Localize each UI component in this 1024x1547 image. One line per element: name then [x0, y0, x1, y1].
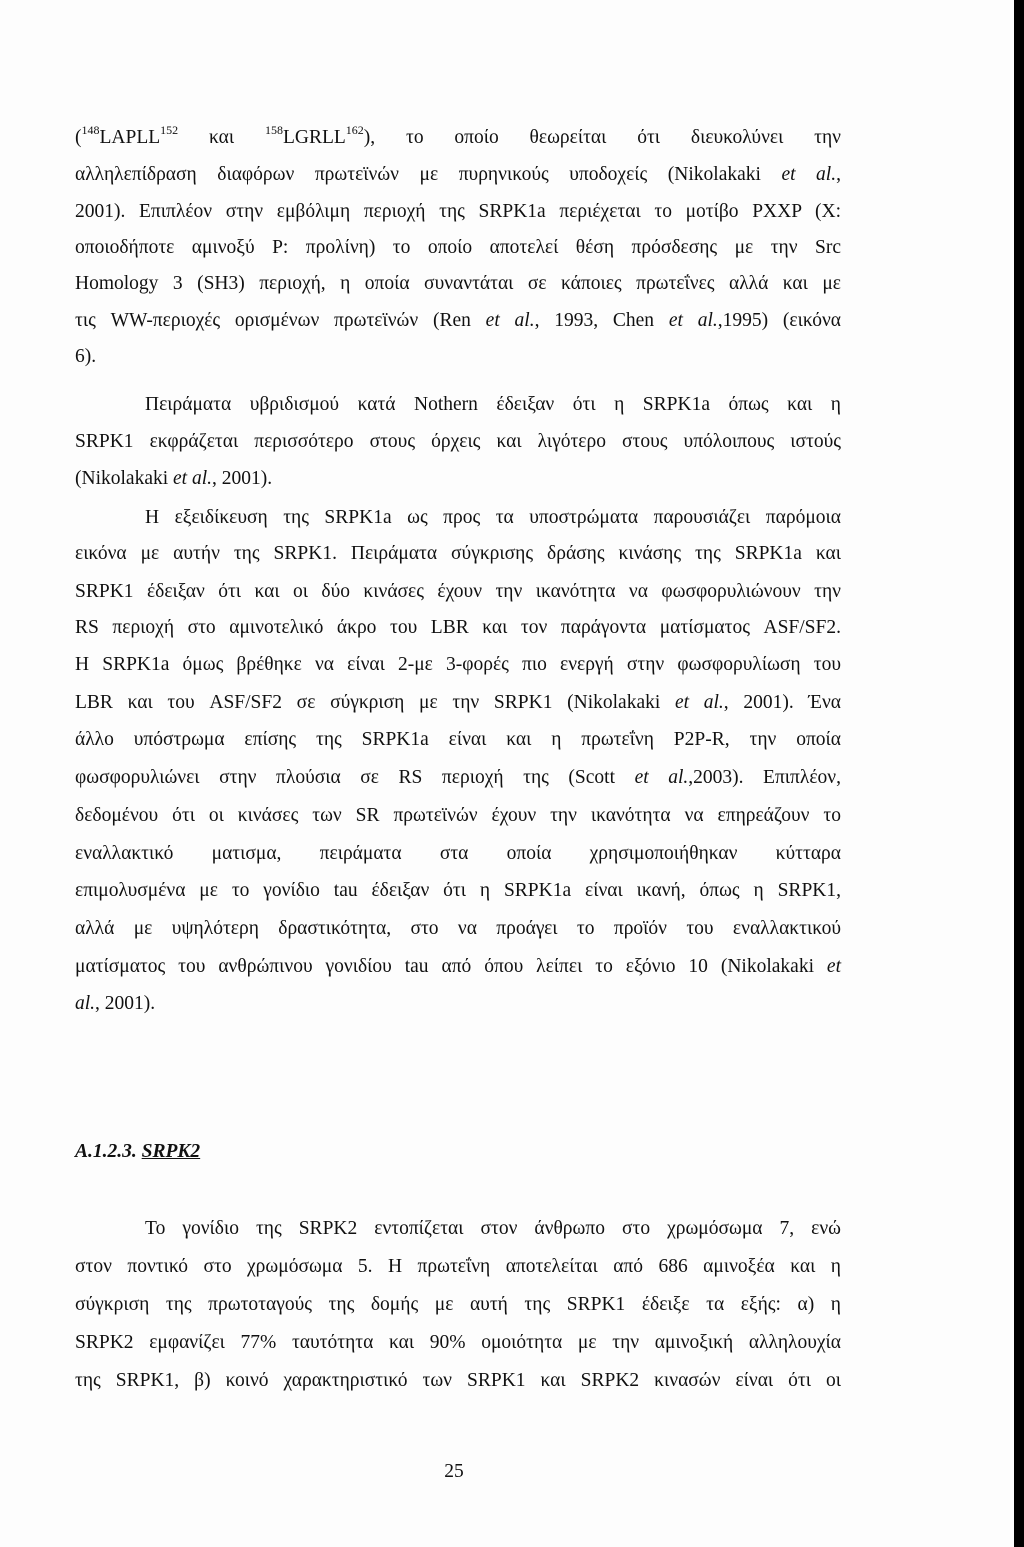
text-line: εικόνα με αυτήν της SRPK1. Πειράματα σύγκρισης δράσης κινάσης της SRPK1a και [75, 543, 841, 564]
text-line: (Nikolakaki et al., 2001). [75, 468, 273, 489]
text-line: Η εξειδίκευση της SRPK1a ως προς τα υποστρώματα παρουσιάζει παρόμοια [145, 507, 841, 528]
page-number: 25 [444, 1461, 464, 1482]
text-line: άλλο υπόστρωμα επίσης της SRPK1a είναι και η πρωτεΐνη P2P-R, την οποία [75, 729, 841, 750]
section-title: SRPK2 [141, 1141, 201, 1162]
text-line: ($^{148}$LAPLL$^{152}$ και $^{158}$LGRLL$^{162}$), το οποίο θεωρείται ότι διευκολύνει την [75, 122, 841, 148]
section-heading: A.1.2.3. SRPK2 [75, 1141, 201, 1162]
text-line: Η SRPK1a όμως βρέθηκε να είναι 2-με 3-φορές πιο ενεργή στην φωσφορυλίωση του [75, 654, 841, 675]
text-line: δεδομένου ότι οι κινάσες των SR πρωτεϊνών έχουν την ικανότητα να επηρεάζουν το [75, 805, 841, 826]
text-line: επιμολυσμένα με το γονίδιο tau έδειξαν ότι η SRPK1a είναι ικανή, όπως η SRPK1, [75, 880, 841, 901]
text-line: 2001). Επιπλέον στην εμβόλιμη περιοχή της SRPK1a περιέχεται το μοτίβο PXXP (X: [75, 201, 841, 222]
text-line: 6). [75, 346, 97, 367]
text-line: SRPK1 έδειξαν ότι και οι δύο κινάσες έχουν την ικανότητα να φωσφορυλιώνουν την [75, 581, 841, 602]
text-line: SRPK1 εκφράζεται περισσότερο στους όρχεις και λιγότερο στους υπόλοιπους ιστούς [75, 431, 841, 452]
text-line: εναλλακτικό ματισμα, πειράματα στα οποία χρησιμοποιήθηκαν κύτταρα [75, 843, 841, 864]
text-line: RS περιοχή στο αμινοτελικό άκρο του LBR και τον παράγοντα ματίσματος ASF/SF2. [75, 617, 841, 638]
text-line: Πειράματα υβριδισμού κατά Nothern έδειξαν ότι η SRPK1a όπως και η [145, 394, 841, 415]
text-line: SRPK2 εμφανίζει 77% ταυτότητα και 90% ομοιότητα με την αμινοξική αλληλουχία [75, 1332, 841, 1353]
text-line: al., 2001). [75, 993, 156, 1014]
text-line: LBR και του ASF/SF2 σε σύγκριση με την SRPK1 (Nikolakaki et al., 2001). Ένα [75, 692, 841, 713]
text-line: ματίσματος του ανθρώπινου γονιδίου tau από όπου λείπει το εξόνιο 10 (Nikolakaki et [75, 956, 841, 977]
text-line: οποιοδήποτε αμινοξύ P: προλίνη) το οποίο αποτελεί θέση πρόσδεσης με την Src [75, 237, 841, 258]
text-line: στον ποντικό στο χρωμόσωμα 5. Η πρωτεΐνη αποτελείται από 686 αμινοξέα και η [75, 1256, 841, 1277]
text-line: σύγκριση της πρωτοταγούς της δομής με αυτή της SRPK1 έδειξε τα εξής: α) η [75, 1294, 841, 1315]
text-line: φωσφορυλιώνει στην πλούσια σε RS περιοχή της (Scott et al.,2003). Επιπλέον, [75, 767, 841, 788]
text-line: αλληλεπίδραση διαφόρων πρωτεϊνών με πυρηνικούς υποδοχείς (Nikolakaki et al., [75, 164, 841, 185]
text-line: τις WW-περιοχές ορισμένων πρωτεϊνών (Ren et al., 1993, Chen et al.,1995) (εικόνα [75, 310, 842, 331]
text-line: αλλά με υψηλότερη δραστικότητα, στο να προάγει το προϊόν του εναλλακτικού [75, 918, 841, 939]
text-line: Homology 3 (SH3) περιοχή, η οποία συναντάται σε κάποιες πρωτεΐνες αλλά και με [75, 273, 841, 294]
text-line: της SRPK1, β) κοινό χαρακτηριστικό των SRPK1 και SRPK2 κινασών είναι ότι οι [75, 1370, 841, 1391]
text-line: Το γονίδιο της SRPK2 εντοπίζεται στον άνθρωπο στο χρωμόσωμα 7, ενώ [145, 1218, 841, 1239]
